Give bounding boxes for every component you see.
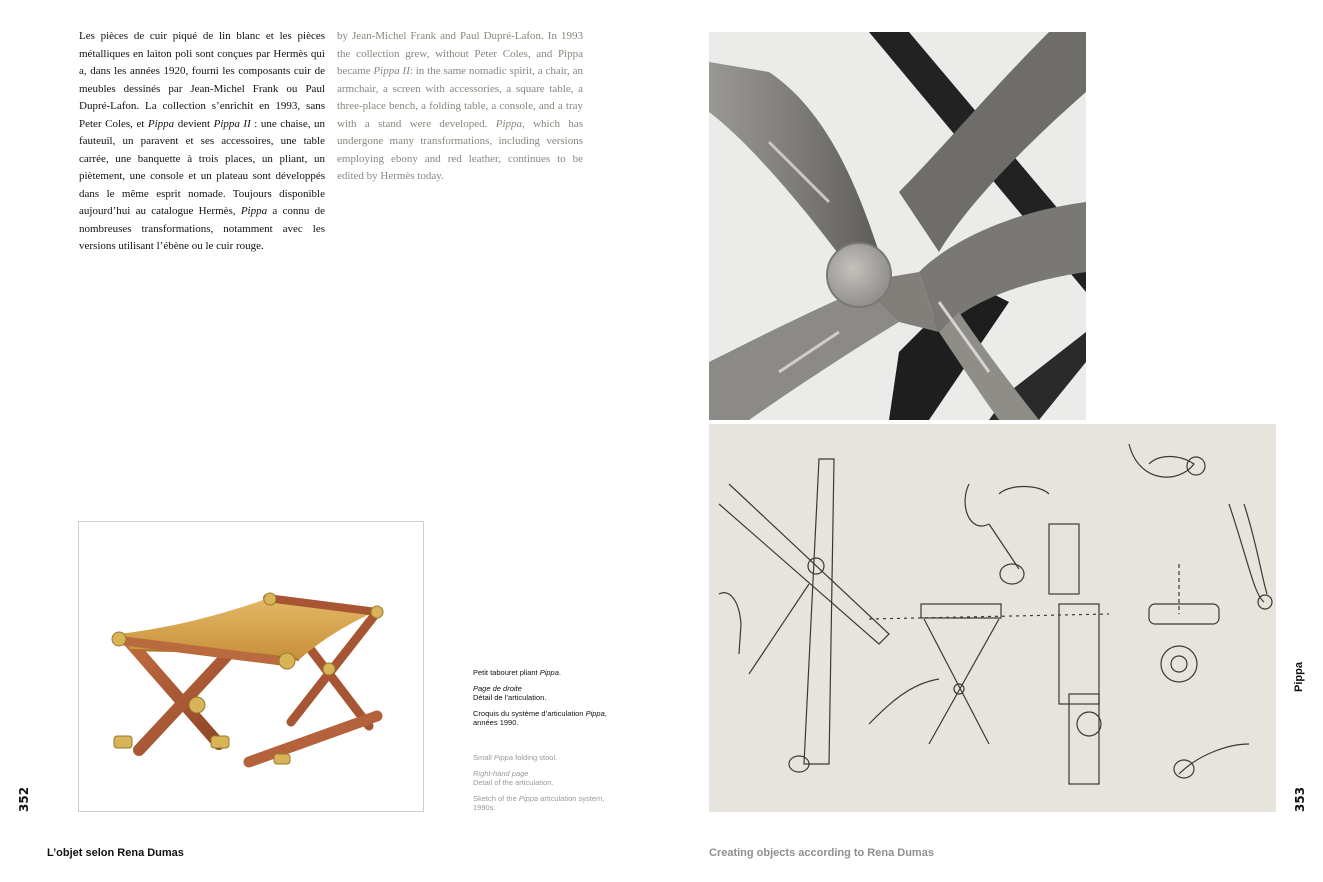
running-head-right: Creating objects according to Rena Dumas bbox=[709, 847, 934, 859]
caption-fr-2: Page de droite Détail de l’articulation. bbox=[473, 683, 547, 702]
caption-fr-1: Petit tabouret pliant Pippa. bbox=[473, 668, 561, 677]
section-side-title: Pippa bbox=[1293, 662, 1305, 692]
english-text-column bbox=[337, 28, 583, 186]
running-head-left: L’objet selon Rena Dumas bbox=[47, 847, 184, 859]
captions-english bbox=[473, 753, 623, 819]
stool-illustration bbox=[79, 522, 423, 811]
joint-detail-photo bbox=[709, 32, 1086, 420]
english-paragraph: by Jean-Michel Frank and Paul Dupré-Lafon. In 1993 the collection grew, without Peter Coles, and Pippa became Pippa II: in the same nomadic spirit, a chair, an armchair, a screen with accessories, a square table, a three-place bench, a folding table, a console, and a tray with a stand were developed. Pippa, which has undergone many transformations, including versions employing ebony and red leather, continues to be edited by Hermès today. bbox=[337, 30, 584, 182]
caption-fr-3: Croquis du système d’articulation Pippa, années 1990. bbox=[473, 708, 607, 727]
sketch-drawing bbox=[709, 424, 1276, 812]
joint-illustration bbox=[709, 32, 1086, 420]
page-number-left: 352 bbox=[17, 786, 31, 812]
french-paragraph: Les pièces de cuir piqué de lin blanc et les pièces métalliques en laiton poli sont conçues par Hermès qui a, dans les années 1920, fourni les composants cuir de meubles dessinés par Jean-Michel Frank ou Paul Dupré-Lafon. La collection s’enrichit en 1993, sans Peter Coles, et Pippa devient Pippa II : une chaise, un fauteuil, un paravent et ses accessoires, une table carrée, une banquette à trois places, un pliant, un piètement, une console et un plateau sont développés dans le même esprit nomade. Toujours disponible aujourd’hui au catalogue Hermès, Pippa a connu de nombreuses transformations, notamment avec les versions utilisant l’ébène ou le cuir rouge. bbox=[79, 30, 325, 252]
captions-french bbox=[473, 668, 623, 734]
page-number-right: 353 bbox=[1293, 786, 1307, 812]
caption-en-3: Sketch of the Pippa articulation system, 1990s. bbox=[473, 793, 605, 812]
french-text-column bbox=[79, 28, 325, 256]
articulation-sketch bbox=[709, 424, 1276, 812]
caption-en-1: Small Pippa folding stool. bbox=[473, 753, 558, 762]
caption-en-2: Right-hand page Detail of the articulation. bbox=[473, 768, 554, 787]
stool-photo bbox=[78, 521, 424, 812]
